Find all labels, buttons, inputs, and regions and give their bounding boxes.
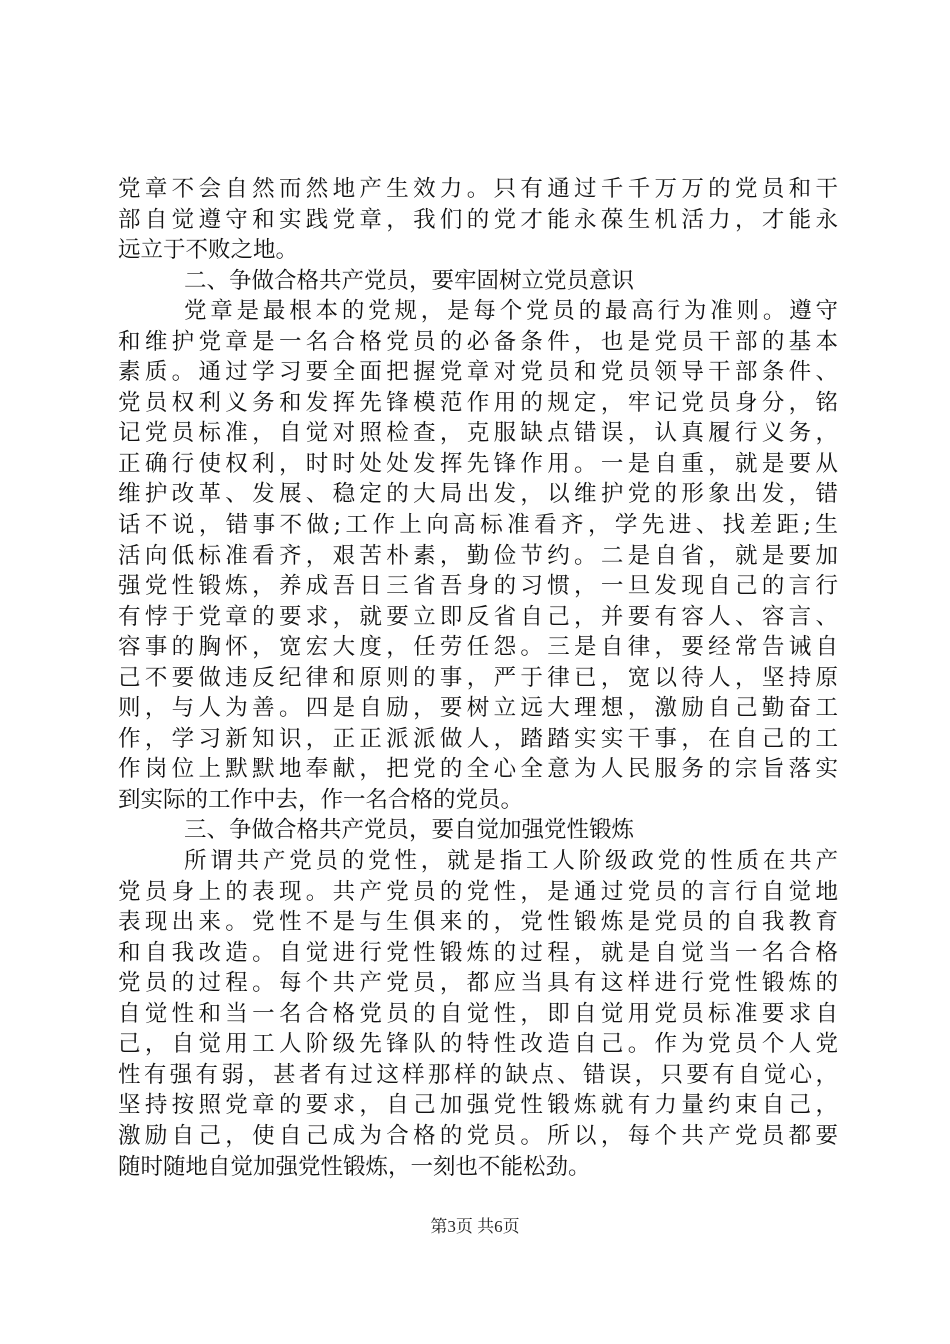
- text-line: 强党性锻炼，养成吾日三省吾身的习惯，一旦发现自己的言行: [118, 573, 838, 600]
- text-line: 维护改革、发展、稳定的大局出发，以维护党的形象出发，错: [118, 481, 838, 508]
- text-line: 表现出来。党性不是与生俱来的，党性锻炼是党员的自我教育: [118, 909, 838, 936]
- text-line: 和维护党章是一名合格党员的必备条件，也是党员干部的基本: [118, 328, 838, 355]
- text-line: 容事的胸怀，宽宏大度，任劳任怨。三是自律，要经常告诫自: [118, 634, 838, 661]
- text-line: 党章不会自然而然地产生效力。只有通过千千万万的党员和干: [118, 176, 838, 202]
- text-line: 远立于不败之地。: [118, 237, 299, 264]
- text-line: 作岗位上默默地奉献，把党的全心全意为人民服务的宗旨落实: [118, 756, 838, 783]
- text-line: 部自觉遵守和实践党章，我们的党才能永葆生机活力，才能永: [118, 206, 838, 233]
- text-line: 自觉性和当一名合格党员的自觉性，即自觉用党员标准要求自: [118, 1000, 838, 1027]
- text-line: 和自我改造。自觉进行党性锻炼的过程，就是自觉当一名合格: [118, 939, 838, 966]
- text-line: 党章是最根本的党规，是每个党员的最高行为准则。遵守: [184, 298, 838, 325]
- text-line: 坚持按照党章的要求，自己加强党性锻炼就有力量约束自己，: [118, 1092, 838, 1119]
- text-line: 记党员标准，自觉对照检查，克服缺点错误，认真履行义务，: [118, 420, 838, 447]
- text-line: 己不要做违反纪律和原则的事，严于律已，宽以待人，坚持原: [118, 664, 838, 691]
- text-line: 正确行使权利，时时处处发挥先锋作用。一是自重，就是要从: [118, 450, 838, 477]
- text-line: 二、争做合格共产党员，要牢固树立党员意识: [184, 267, 635, 294]
- text-line: 己，自觉用工人阶级先锋队的特性改造自己。作为党员个人党: [118, 1031, 838, 1058]
- text-line: 话不说，错事不做;工作上向高标准看齐，学先进、找差距;生: [118, 512, 838, 539]
- text-line: 党员的过程。每个共产党员，都应当具有这样进行党性锻炼的: [118, 970, 838, 997]
- text-line: 素质。通过学习要全面把握党章对党员和党员领导干部条件、: [118, 359, 838, 386]
- text-line: 性有强有弱，甚者有过这样那样的缺点、错误，只要有自觉心，: [118, 1061, 838, 1088]
- text-line: 则，与人为善。四是自励，要树立远大理想，激励自己勤奋工: [118, 695, 838, 722]
- document-body: [118, 174, 838, 1182]
- text-line: 到实际的工作中去，作一名合格的党员。: [118, 786, 524, 813]
- text-line: 有悖于党章的要求，就要立即反省自己，并要有容人、容言、: [118, 603, 838, 630]
- text-line: 所谓共产党员的党性，就是指工人阶级政党的性质在共产: [184, 848, 838, 875]
- page-number-footer: 第3页 共6页: [430, 1217, 520, 1236]
- text-line: 激励自己，使自己成为合格的党员。所以，每个共产党员都要: [118, 1122, 838, 1149]
- text-line: 党员权利义务和发挥先锋模范作用的规定，牢记党员身分，铭: [118, 389, 838, 416]
- text-line: 党员身上的表现。共产党员的党性，是通过党员的言行自觉地: [118, 878, 838, 905]
- text-line: 三、争做合格共产党员，要自觉加强党性锻炼: [184, 817, 635, 844]
- text-line: 活向低标准看齐，艰苦朴素，勤俭节约。二是自省，就是要加: [118, 542, 838, 569]
- text-line: 随时随地自觉加强党性锻炼，一刻也不能松劲。: [118, 1153, 591, 1180]
- text-line: 作，学习新知识，正正派派做人，踏踏实实干事，在自己的工: [118, 725, 838, 752]
